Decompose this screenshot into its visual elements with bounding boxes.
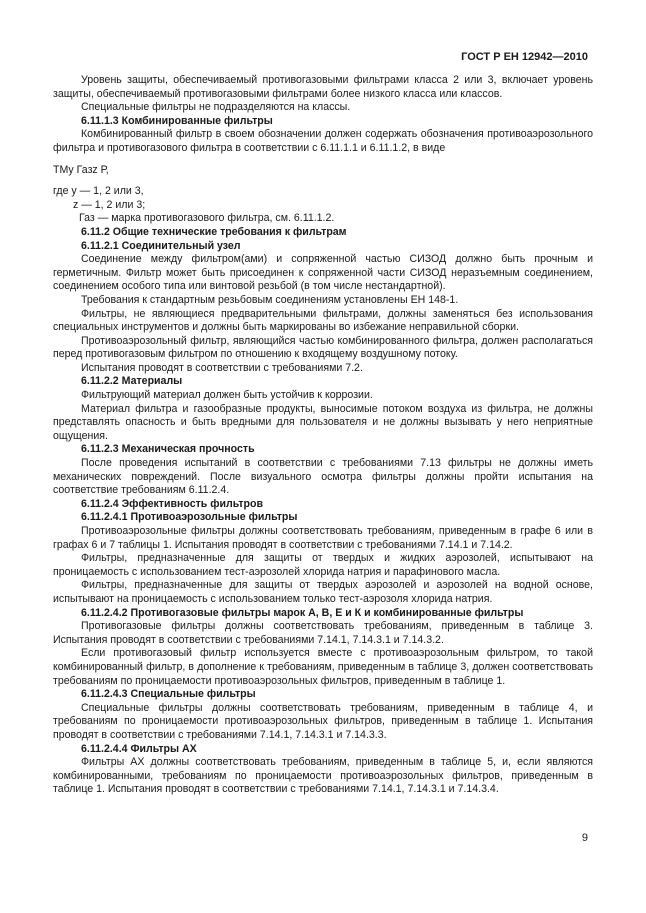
section-heading: 6.11.2.1 Соединительный узел	[81, 239, 241, 252]
formula-legend-item: где у — 1, 2 или 3,	[53, 185, 144, 198]
paragraph: Уровень защиты, обеспечиваемый противогазовыми фильтрами класса 2 или 3, включает уровень защиты, обеспечиваемый противогазовыми фильтрами более низкого класса или классов.	[53, 74, 593, 100]
formula-legend-item: z — 1, 2 или 3;	[73, 198, 146, 211]
paragraph: Испытания проводят в соответствии с требованиями 7.2.	[81, 361, 363, 374]
section-heading: 6.11.2.4.1 Противоаэрозольные фильтры	[81, 511, 298, 524]
paragraph: Фильтры, предназначенные для защиты от твердых и жидких аэрозолей, испытывают на проницаемость с использованием тест-аэрозолей хлорида натрия и парафинового масла.	[53, 552, 593, 578]
paragraph: Если противогазовый фильтр используется вместе с противоаэрозольным фильтром, то такой комбинированный фильтр, в дополнение к требованиям, приведенным в таблице 3, должен соответствовать требованиям по проницаемости противоаэрозольных фильтров, приведенным в таблице 1.	[53, 647, 593, 687]
paragraph: Противоаэрозольные фильтры должны соответствовать требованиям, приведенным в графе 6 или в графах 6 и 7 таблицы 1. Испытания проводят в соответствии с требованиями 7.14.1 и 7.14.2.	[53, 525, 593, 551]
formula-legend-item: Газ — марка противогазового фильтра, см. 6.11.1.2.	[79, 212, 335, 225]
section-heading: 6.11.1.3 Комбинированные фильтры	[81, 114, 273, 127]
paragraph: Фильтры, не являющиеся предварительными фильтрами, должны заменяться без использования специальных инструментов и должны быть маркированы во избежание неправильной сборки.	[53, 307, 593, 334]
document-code-header: ГОСТ Р ЕН 12942—2010	[461, 51, 588, 63]
paragraph: Противоаэрозольный фильтр, являющийся частью комбинированного фильтра, должен располагаться перед противогазовым фильтром по отношению к входящему воздушному потоку.	[53, 334, 593, 361]
document-body	[53, 74, 593, 797]
paragraph: Фильтры, предназначенные для защиты от твердых аэрозолей и аэрозолей на водной основе, испытывают на проницаемость с использованием только тест-аэрозоля хлорида натрия.	[53, 579, 593, 605]
section-heading: 6.11.2 Общие технические требования к фильтрам	[81, 225, 347, 238]
section-heading: 6.11.2.4 Эффективность фильтров	[81, 497, 263, 510]
paragraph: Специальные фильтры не подразделяются на классы.	[81, 101, 351, 114]
section-heading: 6.11.2.4.3 Специальные фильтры	[81, 688, 256, 701]
section-heading: 6.11.2.4.2 Противогазовые фильтры марок А, В, Е и К и комбинированные фильтры	[81, 606, 524, 619]
section-heading: 6.11.2.3 Механическая прочность	[81, 443, 255, 456]
paragraph: После проведения испытаний в соответствии с требованиями 7.13 фильтры не должны иметь механических повреждений. После визуального осмотра фильтры должны пройти испытания на соответствие требованиям 6.11.2.4.	[53, 457, 593, 497]
paragraph: Специальные фильтры должны соответствовать требованиям, приведенным в таблице 4, и требованиям по проницаемости противоаэрозольных фильтров, приведенным в таблице 1. Испытания проводят в соответствии с требованиями 7.14.1, 7.14.3.1 и 7.14.3.3.	[53, 701, 593, 741]
section-heading: 6.11.2.4.4 Фильтры АХ	[81, 742, 197, 755]
formula: ТМу Газz Р,	[53, 163, 109, 176]
paragraph: Фильтры АХ должны соответствовать требованиям, приведенным в таблице 5, и, если являются комбинированными, требованиям по проницаемости противоаэрозольных фильтров, приведенным в таблице 1. Испытания проводят в соответствии с требованиями 7.14.1, 7.14.3.1 и 7.14.3.4.	[53, 756, 593, 796]
paragraph: Фильтрующий материал должен быть устойчив к коррозии.	[81, 389, 373, 402]
paragraph: Соединение между фильтром(ами) и сопряженной частью СИЗОД должно быть прочным и герметичным. Фильтр может быть присоединен к сопряженной части СИЗОД неразъемным соединением, соединением особого типа или винтовой резьбой (в том числе нестандартной).	[53, 253, 593, 293]
section-heading: 6.11.2.2 Материалы	[81, 375, 183, 388]
paragraph: Материал фильтра и газообразные продукты, выносимые потоком воздуха из фильтра, не должны представлять опасность и быть вредными для пользователя и не должны вызывать у него неприятные ощущения.	[53, 402, 593, 442]
paragraph: Комбинированный фильтр в своем обозначении должен содержать обозначения противоаэрозольного фильтра и противогазового фильтра в соответствии с 6.11.1.1 и 6.11.1.2, в виде	[53, 128, 593, 154]
paragraph: Противогазовые фильтры должны соответствовать требованиям, приведенным в таблице 3. Испытания проводят в соответствии с требованиями 7.14.1, 7.14.3.1 и 7.14.3.2.	[53, 620, 593, 646]
page-number: 9	[581, 832, 588, 844]
paragraph: Требования к стандартным резьбовым соединениям установлены ЕН 148-1.	[81, 293, 459, 306]
